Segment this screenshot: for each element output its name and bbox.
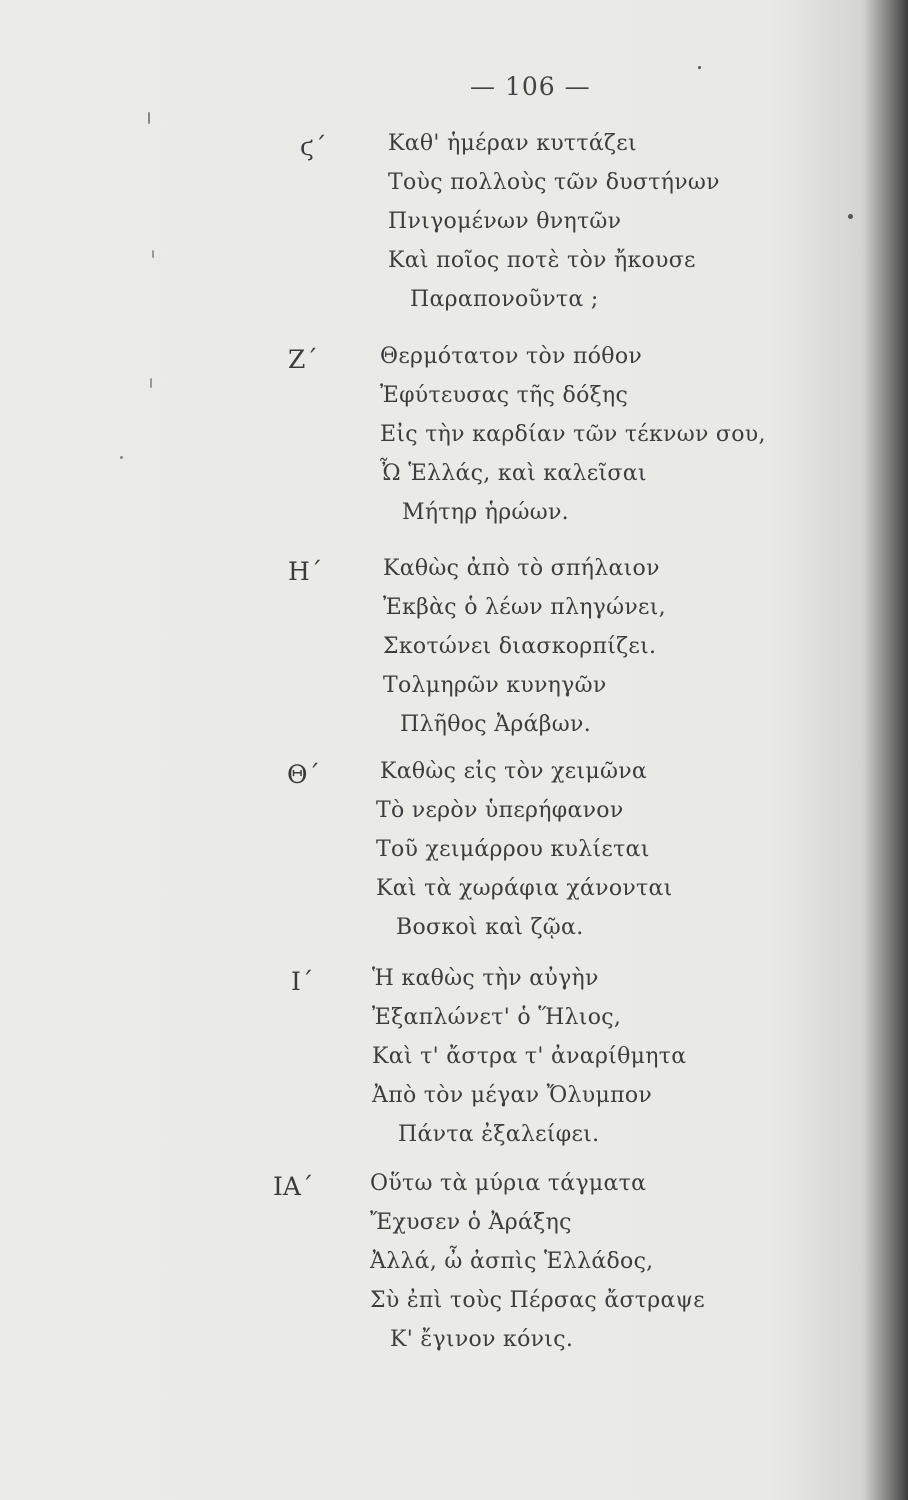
verse-line: Καθ' ἡμέραν κυττάζει — [388, 131, 637, 156]
verse-line: Ἐφύτευσας τῆς δόξης — [380, 383, 629, 408]
verse-line: Καὶ ποῖος ποτὲ τὸν ἤκουσε — [388, 248, 696, 273]
stanza-numeral: Ι΄ — [291, 967, 314, 996]
verse-line: Ἔχυσεν ὁ Ἀράξης — [370, 1210, 572, 1235]
verse-line: Κ' ἔγινον κόνις. — [390, 1327, 574, 1352]
ink-speck — [148, 112, 150, 124]
verse-line: Ἡ καθὼς τὴν αὐγὴν — [372, 966, 599, 991]
stanza-numeral: Η΄ — [288, 557, 323, 586]
verse-line: Τοὺς πολλοὺς τῶν δυστήνων — [388, 170, 720, 195]
verse-line: Ἐκβὰς ὁ λέων πληγώνει, — [383, 595, 666, 620]
verse-line: Τοῦ χειμάρρου κυλίεται — [376, 837, 650, 862]
ink-speck — [698, 66, 701, 69]
verse-line: Πλῆθος Ἀράβων. — [400, 712, 592, 737]
verse-line: Θερμότατον τὸν πόθον — [380, 344, 643, 369]
ink-speck — [152, 250, 154, 258]
stanza-numeral: ΙΑ΄ — [273, 1172, 314, 1201]
ink-speck — [120, 456, 123, 459]
verse-line: Πάντα ἐξαλείφει. — [398, 1122, 600, 1147]
verse-line: Καθὼς εἰς τὸν χειμῶνα — [380, 759, 648, 784]
verse-line: Μήτηρ ἡρώων. — [402, 500, 569, 525]
verse-line: Βοσκοὶ καὶ ζῷα. — [396, 915, 584, 940]
verse-line: Οὕτω τὰ μύρια τάγματα — [370, 1171, 647, 1196]
verse-line: Ὦ Ἑλλάς, καὶ καλεῖσαι — [380, 461, 647, 486]
verse-line: Καθὼς ἀπὸ τὸ σπήλαιον — [383, 556, 660, 581]
verse-line: Παραπονοῦντα ; — [410, 287, 599, 312]
stanza-numeral: Ζ΄ — [288, 345, 318, 374]
verse-line: Ἐξαπλώνετ' ὁ Ἥλιος, — [372, 1005, 622, 1030]
verse-line: Ἀλλά, ὦ ἀσπὶς Ἑλλάδος, — [370, 1249, 654, 1274]
ink-speck — [150, 378, 152, 388]
verse-line: Σκοτώνει διασκορπίζει. — [383, 634, 657, 659]
ink-speck — [848, 214, 853, 219]
verse-line: Τὸ νερὸν ὑπερήφανον — [376, 798, 624, 823]
verse-line: Σὺ ἐπὶ τοὺς Πέρσας ἄστραψε — [370, 1288, 705, 1313]
verse-line: Καὶ τ' ἄστρα τ' ἀναρίθμητα — [372, 1044, 687, 1069]
verse-line: Εἰς τὴν καρδίαν τῶν τέκνων σου, — [380, 422, 766, 447]
verse-line: Πνιγομένων θνητῶν — [388, 209, 622, 234]
verse-line: Καὶ τὰ χωράφια χάνονται — [376, 876, 673, 901]
verse-line: Ἀπὸ τὸν μέγαν Ὄλυμπον — [372, 1083, 653, 1108]
verse-line: Τολμηρῶν κυνηγῶν — [383, 673, 607, 698]
page-number: — 106 — — [470, 72, 591, 101]
stanza-numeral: ϛ΄ — [300, 132, 327, 161]
stanza-numeral: Θ΄ — [287, 760, 320, 789]
